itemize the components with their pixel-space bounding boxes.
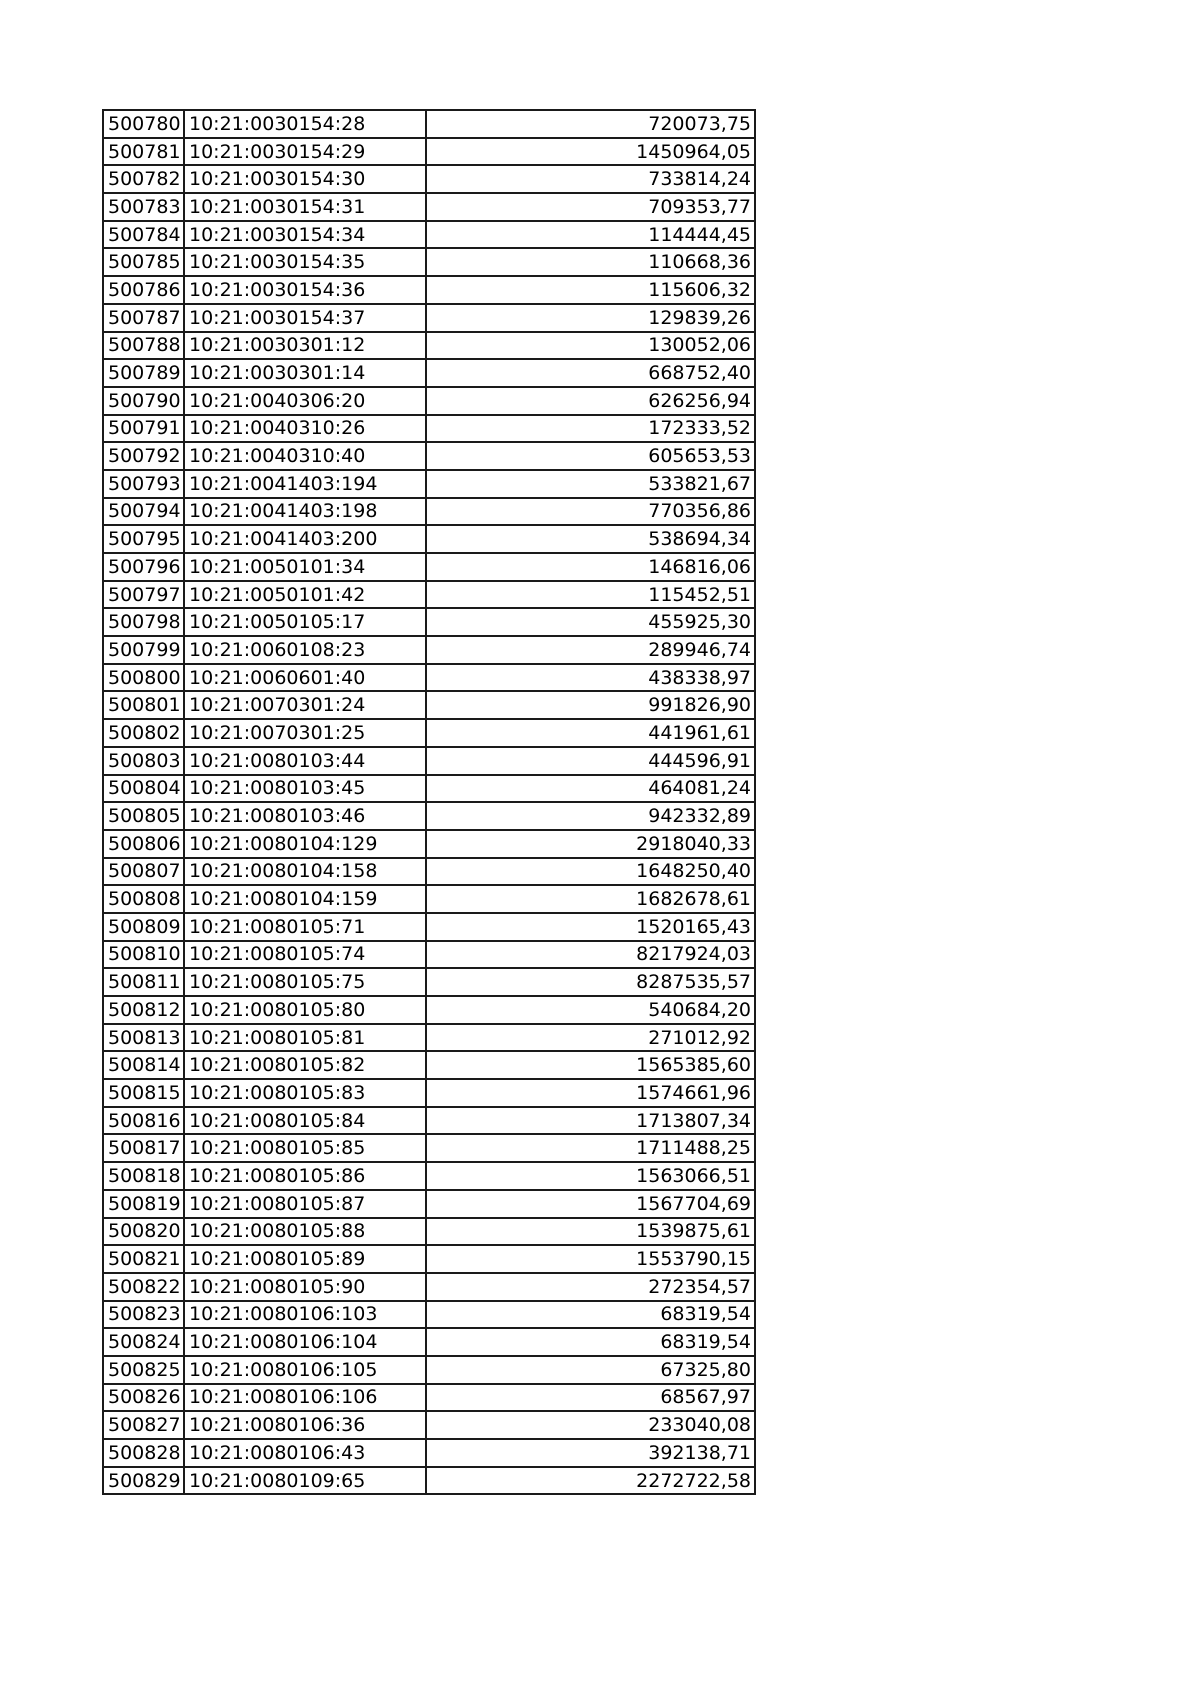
row-id-cell: 500787 — [103, 304, 184, 332]
table-row — [103, 802, 755, 830]
cadastral-number-cell: 10:21:0040306:20 — [184, 387, 426, 415]
row-id-cell: 500801 — [103, 691, 184, 719]
value-cell: 8217924,03 — [426, 941, 755, 969]
table-row — [103, 165, 755, 193]
row-id-cell: 500819 — [103, 1190, 184, 1218]
cadastral-number-cell: 10:21:0080105:74 — [184, 941, 426, 969]
table-row — [103, 1273, 755, 1301]
cadastral-number-cell: 10:21:0030154:34 — [184, 221, 426, 249]
value-cell: 1567704,69 — [426, 1190, 755, 1218]
table-row — [103, 913, 755, 941]
cadastral-number-cell: 10:21:0080106:106 — [184, 1384, 426, 1412]
value-cell: 115606,32 — [426, 276, 755, 304]
table-row — [103, 719, 755, 747]
value-cell: 289946,74 — [426, 636, 755, 664]
value-cell: 533821,67 — [426, 470, 755, 498]
table-row — [103, 221, 755, 249]
value-cell: 605653,53 — [426, 442, 755, 470]
value-cell: 172333,52 — [426, 415, 755, 443]
row-id-cell: 500818 — [103, 1162, 184, 1190]
cadastral-number-cell: 10:21:0030154:29 — [184, 138, 426, 166]
cadastral-number-cell: 10:21:0080105:81 — [184, 1024, 426, 1052]
cadastral-number-cell: 10:21:0030301:14 — [184, 359, 426, 387]
row-id-cell: 500808 — [103, 885, 184, 913]
cadastral-number-cell: 10:21:0050105:17 — [184, 608, 426, 636]
row-id-cell: 500809 — [103, 913, 184, 941]
cadastral-number-cell: 10:21:0050101:42 — [184, 581, 426, 609]
value-cell: 1648250,40 — [426, 858, 755, 886]
cadastral-number-cell: 10:21:0080105:80 — [184, 996, 426, 1024]
value-cell: 8287535,57 — [426, 968, 755, 996]
cadastral-number-cell: 10:21:0080104:158 — [184, 858, 426, 886]
cadastral-number-cell: 10:21:0030154:35 — [184, 248, 426, 276]
row-id-cell: 500794 — [103, 498, 184, 526]
cadastral-number-cell: 10:21:0080103:44 — [184, 747, 426, 775]
table-row — [103, 1162, 755, 1190]
value-cell: 68567,97 — [426, 1384, 755, 1412]
table-row — [103, 1356, 755, 1384]
cadastral-number-cell: 10:21:0050101:34 — [184, 553, 426, 581]
row-id-cell: 500789 — [103, 359, 184, 387]
cadastral-number-cell: 10:21:0080105:84 — [184, 1107, 426, 1135]
value-cell: 1711488,25 — [426, 1134, 755, 1162]
table-row — [103, 775, 755, 803]
value-cell: 2918040,33 — [426, 830, 755, 858]
cadastral-number-cell: 10:21:0040310:40 — [184, 442, 426, 470]
value-cell: 1539875,61 — [426, 1218, 755, 1246]
value-cell: 538694,34 — [426, 525, 755, 553]
table-row — [103, 332, 755, 360]
cadastral-number-cell: 10:21:0041403:200 — [184, 525, 426, 553]
value-cell: 626256,94 — [426, 387, 755, 415]
value-cell: 67325,80 — [426, 1356, 755, 1384]
row-id-cell: 500800 — [103, 664, 184, 692]
value-cell: 233040,08 — [426, 1411, 755, 1439]
cadastral-number-cell: 10:21:0060601:40 — [184, 664, 426, 692]
cadastral-number-cell: 10:21:0080104:129 — [184, 830, 426, 858]
row-id-cell: 500797 — [103, 581, 184, 609]
cadastral-number-cell: 10:21:0080103:46 — [184, 802, 426, 830]
table-row — [103, 1079, 755, 1107]
table-row — [103, 193, 755, 221]
row-id-cell: 500806 — [103, 830, 184, 858]
row-id-cell: 500783 — [103, 193, 184, 221]
table-row — [103, 1134, 755, 1162]
row-id-cell: 500824 — [103, 1328, 184, 1356]
table-row — [103, 1107, 755, 1135]
row-id-cell: 500810 — [103, 941, 184, 969]
table-row — [103, 581, 755, 609]
table-row — [103, 664, 755, 692]
row-id-cell: 500804 — [103, 775, 184, 803]
table-row — [103, 1051, 755, 1079]
table-row — [103, 1384, 755, 1412]
row-id-cell: 500781 — [103, 138, 184, 166]
value-cell: 1574661,96 — [426, 1079, 755, 1107]
value-cell: 770356,86 — [426, 498, 755, 526]
value-cell: 1565385,60 — [426, 1051, 755, 1079]
cadastral-number-cell: 10:21:0060108:23 — [184, 636, 426, 664]
cadastral-number-cell: 10:21:0080106:36 — [184, 1411, 426, 1439]
cadastral-number-cell: 10:21:0080106:105 — [184, 1356, 426, 1384]
value-cell: 438338,97 — [426, 664, 755, 692]
cadastral-number-cell: 10:21:0080105:75 — [184, 968, 426, 996]
row-id-cell: 500788 — [103, 332, 184, 360]
value-cell: 146816,06 — [426, 553, 755, 581]
value-cell: 271012,92 — [426, 1024, 755, 1052]
table-row — [103, 1411, 755, 1439]
row-id-cell: 500795 — [103, 525, 184, 553]
table-row — [103, 1301, 755, 1329]
value-cell: 720073,75 — [426, 110, 755, 138]
cadastral-number-cell: 10:21:0080105:88 — [184, 1218, 426, 1246]
cadastral-number-cell: 10:21:0040310:26 — [184, 415, 426, 443]
value-cell: 110668,36 — [426, 248, 755, 276]
table-row — [103, 248, 755, 276]
cadastral-number-cell: 10:21:0030154:28 — [184, 110, 426, 138]
value-cell: 709353,77 — [426, 193, 755, 221]
table-row — [103, 858, 755, 886]
cadastral-number-cell: 10:21:0070301:25 — [184, 719, 426, 747]
cadastral-number-cell: 10:21:0030154:37 — [184, 304, 426, 332]
row-id-cell: 500799 — [103, 636, 184, 664]
table-row — [103, 996, 755, 1024]
row-id-cell: 500820 — [103, 1218, 184, 1246]
row-id-cell: 500792 — [103, 442, 184, 470]
row-id-cell: 500782 — [103, 165, 184, 193]
cadastral-number-cell: 10:21:0080106:103 — [184, 1301, 426, 1329]
table-row — [103, 1190, 755, 1218]
table-row — [103, 415, 755, 443]
table-row — [103, 359, 755, 387]
row-id-cell: 500825 — [103, 1356, 184, 1384]
row-id-cell: 500827 — [103, 1411, 184, 1439]
row-id-cell: 500817 — [103, 1134, 184, 1162]
row-id-cell: 500823 — [103, 1301, 184, 1329]
cadastral-number-cell: 10:21:0080105:90 — [184, 1273, 426, 1301]
value-cell: 68319,54 — [426, 1301, 755, 1329]
value-cell: 441961,61 — [426, 719, 755, 747]
cadastral-number-cell: 10:21:0070301:24 — [184, 691, 426, 719]
row-id-cell: 500828 — [103, 1439, 184, 1467]
row-id-cell: 500807 — [103, 858, 184, 886]
table-row — [103, 470, 755, 498]
table-row — [103, 1467, 755, 1495]
value-cell: 540684,20 — [426, 996, 755, 1024]
table-row — [103, 968, 755, 996]
row-id-cell: 500780 — [103, 110, 184, 138]
cadastral-number-cell: 10:21:0080103:45 — [184, 775, 426, 803]
row-id-cell: 500796 — [103, 553, 184, 581]
value-cell: 1682678,61 — [426, 885, 755, 913]
table-row — [103, 830, 755, 858]
table-row — [103, 498, 755, 526]
cadastral-number-cell: 10:21:0030301:12 — [184, 332, 426, 360]
table-row — [103, 387, 755, 415]
table-row — [103, 747, 755, 775]
row-id-cell: 500816 — [103, 1107, 184, 1135]
row-id-cell: 500805 — [103, 802, 184, 830]
row-id-cell: 500822 — [103, 1273, 184, 1301]
cadastral-number-cell: 10:21:0041403:194 — [184, 470, 426, 498]
row-id-cell: 500784 — [103, 221, 184, 249]
value-cell: 130052,06 — [426, 332, 755, 360]
cadastral-number-cell: 10:21:0080105:82 — [184, 1051, 426, 1079]
table-row — [103, 1439, 755, 1467]
table-row — [103, 1218, 755, 1246]
cadastral-number-cell: 10:21:0041403:198 — [184, 498, 426, 526]
data-table — [102, 109, 756, 1495]
table-row — [103, 885, 755, 913]
row-id-cell: 500802 — [103, 719, 184, 747]
row-id-cell: 500826 — [103, 1384, 184, 1412]
value-cell: 129839,26 — [426, 304, 755, 332]
row-id-cell: 500785 — [103, 248, 184, 276]
row-id-cell: 500813 — [103, 1024, 184, 1052]
cadastral-number-cell: 10:21:0080109:65 — [184, 1467, 426, 1495]
cadastral-number-cell: 10:21:0080105:83 — [184, 1079, 426, 1107]
cadastral-number-cell: 10:21:0030154:36 — [184, 276, 426, 304]
table-row — [103, 691, 755, 719]
table-body — [103, 110, 755, 1494]
table-row — [103, 608, 755, 636]
table-row — [103, 442, 755, 470]
value-cell: 2272722,58 — [426, 1467, 755, 1495]
table-row — [103, 525, 755, 553]
row-id-cell: 500815 — [103, 1079, 184, 1107]
value-cell: 114444,45 — [426, 221, 755, 249]
table-row — [103, 1328, 755, 1356]
cadastral-number-cell: 10:21:0080105:87 — [184, 1190, 426, 1218]
row-id-cell: 500829 — [103, 1467, 184, 1495]
value-cell: 733814,24 — [426, 165, 755, 193]
cadastral-number-cell: 10:21:0080105:89 — [184, 1245, 426, 1273]
row-id-cell: 500812 — [103, 996, 184, 1024]
value-cell: 444596,91 — [426, 747, 755, 775]
table-row — [103, 276, 755, 304]
value-cell: 991826,90 — [426, 691, 755, 719]
value-cell: 68319,54 — [426, 1328, 755, 1356]
value-cell: 668752,40 — [426, 359, 755, 387]
value-cell: 464081,24 — [426, 775, 755, 803]
table-row — [103, 553, 755, 581]
value-cell: 272354,57 — [426, 1273, 755, 1301]
cadastral-number-cell: 10:21:0080105:85 — [184, 1134, 426, 1162]
value-cell: 942332,89 — [426, 802, 755, 830]
cadastral-number-cell: 10:21:0080106:43 — [184, 1439, 426, 1467]
value-cell: 392138,71 — [426, 1439, 755, 1467]
value-cell: 115452,51 — [426, 581, 755, 609]
cadastral-number-cell: 10:21:0080105:71 — [184, 913, 426, 941]
value-cell: 1563066,51 — [426, 1162, 755, 1190]
table-row — [103, 636, 755, 664]
row-id-cell: 500798 — [103, 608, 184, 636]
cadastral-number-cell: 10:21:0030154:31 — [184, 193, 426, 221]
cadastral-number-cell: 10:21:0080104:159 — [184, 885, 426, 913]
value-cell: 1450964,05 — [426, 138, 755, 166]
table-row — [103, 110, 755, 138]
row-id-cell: 500803 — [103, 747, 184, 775]
row-id-cell: 500793 — [103, 470, 184, 498]
table-row — [103, 138, 755, 166]
table-row — [103, 1024, 755, 1052]
row-id-cell: 500811 — [103, 968, 184, 996]
row-id-cell: 500791 — [103, 415, 184, 443]
row-id-cell: 500790 — [103, 387, 184, 415]
value-cell: 1713807,34 — [426, 1107, 755, 1135]
table-row — [103, 941, 755, 969]
value-cell: 455925,30 — [426, 608, 755, 636]
cadastral-number-cell: 10:21:0080106:104 — [184, 1328, 426, 1356]
value-cell: 1520165,43 — [426, 913, 755, 941]
row-id-cell: 500821 — [103, 1245, 184, 1273]
table-row — [103, 1245, 755, 1273]
row-id-cell: 500786 — [103, 276, 184, 304]
value-cell: 1553790,15 — [426, 1245, 755, 1273]
cadastral-number-cell: 10:21:0030154:30 — [184, 165, 426, 193]
row-id-cell: 500814 — [103, 1051, 184, 1079]
cadastral-number-cell: 10:21:0080105:86 — [184, 1162, 426, 1190]
table-row — [103, 304, 755, 332]
